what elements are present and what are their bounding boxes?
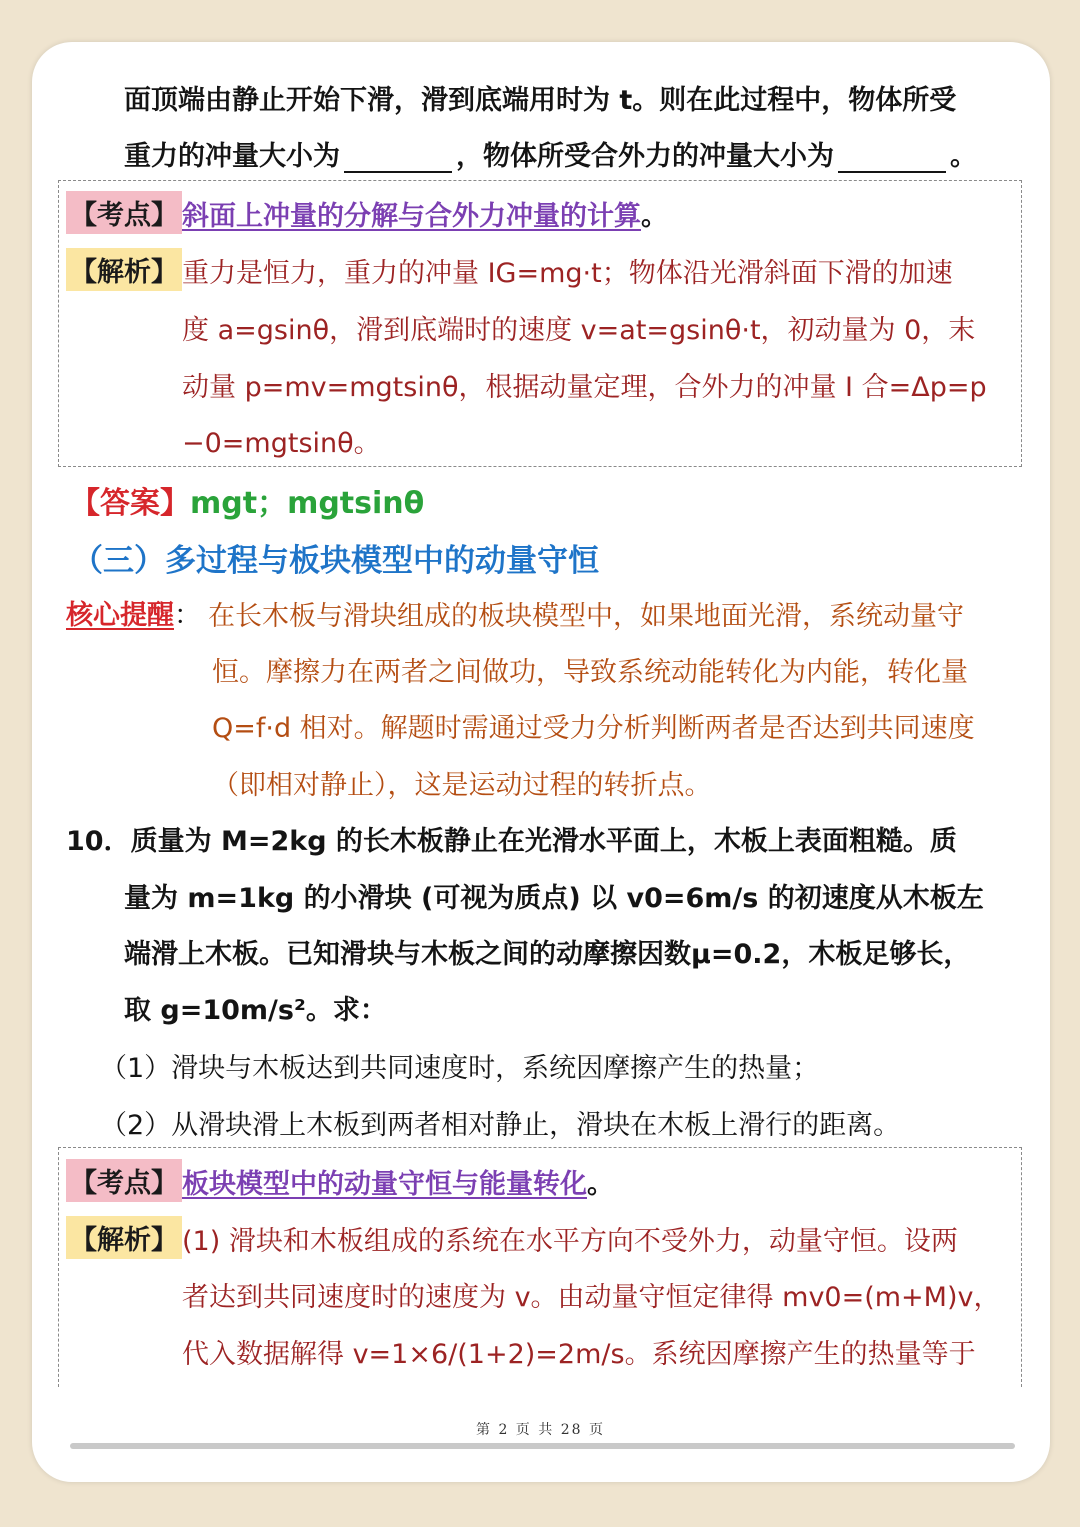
question-text: ，物体所受合外力的冲量大小为 <box>456 141 834 172</box>
page-number: 第 2 页 共 28 页 <box>476 1422 605 1438</box>
tip-line: 在长木板与滑块组成的板块模型中，如果地面光滑，系统动量守 <box>208 601 964 632</box>
kaodian-text: 板块模型中的动量守恒与能量转化 <box>182 1169 587 1200</box>
answer-blank <box>344 143 452 173</box>
kaodian-end: 。 <box>641 201 668 232</box>
sub-question-2: （2）从滑块滑上木板到两者相对静止，滑块在木板上滑行的距离。 <box>100 1110 901 1141</box>
analysis-line: 者达到共同速度时的速度为 v。由动量守恒定律得 mv0=(m+M)v， <box>182 1282 1001 1313</box>
tip-line: Q=f·d 相对。解题时需通过受力分析判断两者是否达到共同速度 <box>212 713 975 744</box>
kaodian-text: 斜面上冲量的分解与合外力冲量的计算 <box>182 201 641 232</box>
analysis-line: 动量 p=mv=mgtsinθ，根据动量定理，合外力的冲量 I 合=Δp=p <box>182 372 987 403</box>
analysis-line: (1) 滑块和木板组成的系统在水平方向不受外力，动量守恒。设两 <box>182 1226 958 1257</box>
answer-value: mgt；mgtsinθ <box>190 486 425 521</box>
tip-head <box>66 593 201 632</box>
question10-line: 端滑上木板。已知滑块与木板之间的动摩擦因数μ=0.2，木板足够长， <box>124 939 971 970</box>
analysis-line: −0=mgtsinθ。 <box>182 428 381 459</box>
analysis-line: 重力是恒力，重力的冲量 IG=mg·t；物体沿光滑斜面下滑的加速 <box>182 258 953 289</box>
tip-line: （即相对静止），这是运动过程的转折点。 <box>212 770 712 801</box>
kaodian-tag: 【考点】 <box>66 1159 182 1202</box>
sub-question-1: （1）滑块与木板达到共同速度时，系统因摩擦产生的热量； <box>100 1053 820 1084</box>
kaodian-tag: 【考点】 <box>66 191 182 234</box>
question-line-1: 面顶端由静止开始下滑，滑到底端用时为 t。则在此过程中，物体所受 <box>124 85 957 116</box>
analysis-line: 代入数据解得 v=1×6/(1+2)=2m/s。系统因摩擦产生的热量等于 <box>182 1339 976 1370</box>
question10-line: 取 g=10m/s²。求： <box>124 995 387 1026</box>
answer-line <box>70 478 424 522</box>
question-line-2 <box>124 134 977 173</box>
tip-colon: ： <box>174 600 201 631</box>
tip-line: 恒。摩擦力在两者之间做功，导致系统动能转化为内能，转化量 <box>212 657 968 688</box>
question10-line: 量为 m=1kg 的小滑块 (可视为质点) 以 v0=6m/s 的初速度从木板左 <box>124 883 984 914</box>
kaodian-line <box>182 194 668 233</box>
question-text: 。 <box>950 141 977 172</box>
analysis-line: 度 a=gsinθ，滑到底端时的速度 v=at=gsinθ·t，初动量为 0，末 <box>182 315 976 346</box>
answer-blank <box>838 143 946 173</box>
jiexi-tag: 【解析】 <box>66 248 182 291</box>
question-text: 重力的冲量大小为 <box>124 141 340 172</box>
footer-divider <box>70 1443 1015 1449</box>
jiexi-tag: 【解析】 <box>66 1216 182 1259</box>
kaodian-line <box>182 1162 614 1201</box>
section-title: （三）多过程与板块模型中的动量守恒 <box>72 543 599 579</box>
question10-line: 10．质量为 M=2kg 的长木板静止在光滑水平面上，木板上表面粗糙。质 <box>66 826 957 857</box>
answer-label: 【答案】 <box>70 486 190 521</box>
tip-label: 核心提醒 <box>66 600 174 631</box>
kaodian-end: 。 <box>587 1169 614 1200</box>
